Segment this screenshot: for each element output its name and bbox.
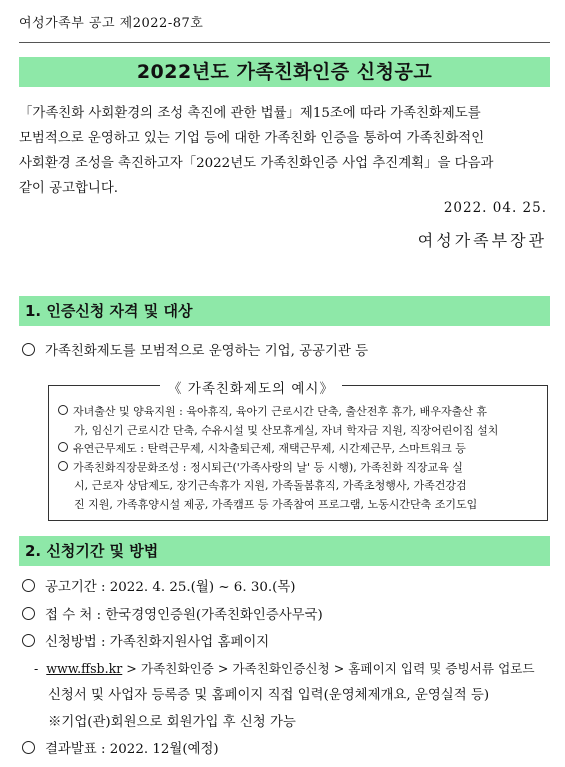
list-item-continuation: 진 지원, 가족휴양시설 제공, 가족캠프 등 가족참여 프로그램, 노동시간단축 조기도입 <box>74 497 478 511</box>
intro-line: 「가족친화 사회환경의 조성 촉진에 관한 법률」제15조에 따라 가족친화제도를 <box>19 106 481 121</box>
method-text: 신청방법 : 가족친화지원사업 홈페이지 <box>45 635 270 650</box>
method-note: ※기업(관)회원으로 회원가입 후 신청 가능 <box>48 715 296 730</box>
circle-bullet-icon <box>22 579 35 592</box>
method-detail: 신청서 및 사업자 등록증 및 홈페이지 직접 입력(운영체제개요, 운영실적 등) <box>48 688 490 703</box>
intro-line: 같이 공고합니다. <box>19 181 119 196</box>
intro-line: 사회환경 조성을 촉진하고자「2022년도 가족친화인증 사업 추진계획」을 다음과 <box>19 156 494 171</box>
ffsb-link[interactable]: www.ffsb.kr <box>46 661 123 676</box>
section-1-heading: 1. 인증신청 자격 및 대상 <box>19 296 550 326</box>
circle-bullet-icon <box>58 405 68 415</box>
list-item <box>58 403 542 422</box>
period-item <box>22 576 296 595</box>
notice-date: 2022. 04. 25. <box>443 200 547 216</box>
circle-bullet-icon <box>22 343 35 356</box>
document-title: 2022년도 가족친화인증 신청공고 <box>19 57 550 87</box>
result-text: 결과발표 : 2022. 12월(예정) <box>45 742 219 757</box>
circle-bullet-icon <box>58 442 68 452</box>
examples-list <box>58 403 542 515</box>
intro-line: 모범적으로 운영하고 있는 기업 등에 대한 가족친화 인증을 통하여 가족친화적인 <box>19 131 485 146</box>
notice-number: 여성가족부 공고 제2022-87호 <box>19 16 204 31</box>
circle-bullet-icon <box>22 741 35 754</box>
period-text: 공고기간 : 2022. 4. 25.(월) ~ 6. 30.(목) <box>45 580 296 595</box>
header-divider <box>19 42 550 43</box>
list-item-continuation: 가, 임신기 근로시간 단축, 수유시설 및 산모휴게실, 자녀 학자금 지원, 직장어린이집 설치 <box>74 423 499 437</box>
list-item-continuation: 시, 근로자 상담제도, 장기근속휴가 지원, 가족돌봄휴직, 가족초청행사, 가족건강검 <box>74 479 467 493</box>
eligibility-item <box>22 340 368 359</box>
intro-paragraph <box>19 101 550 201</box>
dash-marker: - <box>34 661 39 676</box>
result-item <box>22 738 219 757</box>
ministry-signature: 여성가족부장관 <box>417 231 547 250</box>
section-2-heading: 2. 신청기간 및 방법 <box>19 536 550 566</box>
circle-bullet-icon <box>58 461 68 471</box>
circle-bullet-icon <box>22 607 35 620</box>
list-item-text: 유연근무제도 : 탄력근무제, 시차출퇴근제, 재택근무제, 시간제근무, 스마트워크 등 <box>73 442 466 456</box>
eligibility-text: 가족친화제도를 모범적으로 운영하는 기업, 공공기관 등 <box>45 344 369 359</box>
list-item-text: 가족친화직장문화조성 : 정시퇴근('가족사랑의 날' 등 시행), 가족친화 직장교육 실 <box>73 460 463 474</box>
circle-bullet-icon <box>22 634 35 647</box>
method-item <box>22 631 269 650</box>
list-item <box>58 459 542 478</box>
reception-item <box>22 604 323 623</box>
reception-text: 접 수 처 : 한국경영인증원(가족친화인증사무국) <box>45 608 323 623</box>
method-path <box>34 658 535 677</box>
list-item <box>58 440 542 459</box>
list-item-text: 자녀출산 및 양육지원 : 육아휴직, 육아기 근로시간 단축, 출산전후 휴가, 배우자출산 휴 <box>73 405 487 418</box>
examples-box-title: 《 가족친화제도의 예시》 <box>160 377 342 397</box>
method-path-text: > 가족친화인증 > 가족친화인증신청 > 홈페이지 입력 및 증빙서류 업로드 <box>122 661 535 676</box>
